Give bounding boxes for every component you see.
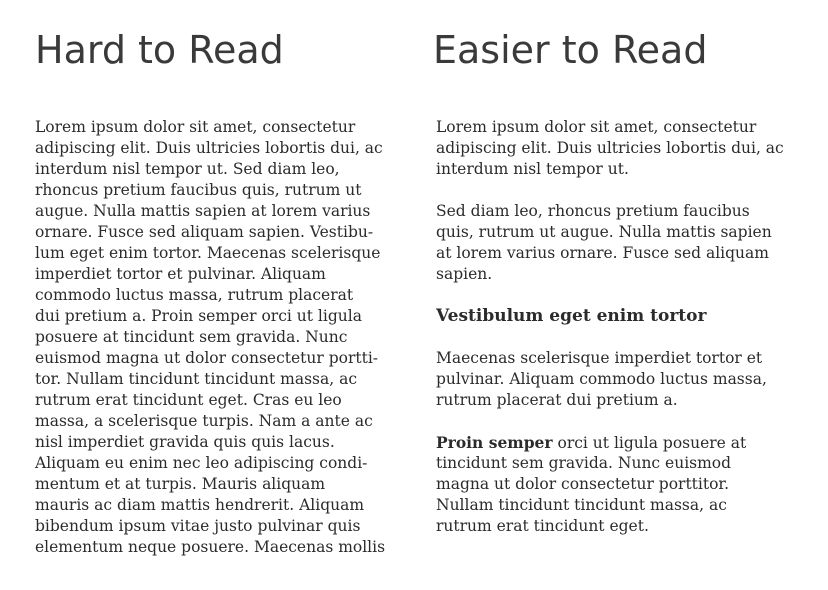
- text-line: nisl imperdiet gravida quis quis lacus.: [35, 433, 335, 451]
- text-line: lum eget enim tortor. Maecenas scelerisque: [35, 244, 381, 262]
- paragraph-3: [436, 348, 784, 411]
- text-line: ornare. Fusce sed aliquam sapien. Vestibu-: [35, 223, 374, 241]
- lead-line-rest: orci ut ligula posuere at: [552, 434, 747, 452]
- text-line: rhoncus pretium faucibus quis, rutrum ut: [35, 181, 362, 199]
- text-line: imperdiet tortor et pulvinar. Aliquam: [35, 265, 326, 283]
- text-line: sapien.: [436, 265, 493, 283]
- paragraph-2: [436, 201, 784, 285]
- text-line: Lorem ipsum dolor sit amet, consectetur: [35, 118, 356, 136]
- bold-lead-in: Proin semper: [436, 433, 553, 452]
- paragraph-4: [436, 432, 784, 537]
- text-line: Lorem ipsum dolor sit amet, consectetur: [436, 118, 757, 136]
- text-line: elementum neque posuere. Maecenas mollis: [35, 538, 386, 556]
- text-line: pulvinar. Aliquam commodo luctus massa,: [436, 370, 767, 388]
- text-line: at lorem varius ornare. Fusce sed aliquam: [436, 244, 769, 262]
- text-line: posuere at tincidunt sem gravida. Nunc: [35, 328, 348, 346]
- section-subheading: Vestibulum eget enim tortor: [436, 306, 707, 326]
- hard-to-read-heading: Hard to Read: [35, 28, 284, 72]
- text-line: magna ut dolor consectetur porttitor.: [436, 475, 730, 493]
- easier-to-read-heading: Easier to Read: [433, 28, 708, 72]
- structured-text-block: [436, 117, 784, 558]
- text-line: Sed diam leo, rhoncus pretium faucibus: [436, 202, 750, 220]
- text-line: dui pretium a. Proin semper orci ut ligula: [35, 307, 362, 325]
- text-line: interdum nisl tempor ut. Sed diam leo,: [35, 160, 340, 178]
- text-line: massa, a scelerisque turpis. Nam a ante ac: [35, 412, 373, 430]
- dense-text-block: [35, 117, 385, 558]
- text-line: rutrum erat tincidunt eget. Cras eu leo: [35, 391, 342, 409]
- text-line: rutrum placerat dui pretium a.: [436, 391, 678, 409]
- text-line: mauris ac diam mattis hendrerit. Aliquam: [35, 496, 365, 514]
- text-line: augue. Nulla mattis sapien at lorem varius: [35, 202, 371, 220]
- text-line: tor. Nullam tincidunt tincidunt massa, ac: [35, 370, 358, 388]
- text-line: quis, rutrum ut augue. Nulla mattis sapien: [436, 223, 772, 241]
- text-line: euismod magna ut dolor consectetur portti-: [35, 349, 379, 367]
- text-line: interdum nisl tempor ut.: [436, 160, 629, 178]
- text-line: bibendum ipsum vitae justo pulvinar quis: [35, 517, 361, 535]
- text-line: Nullam tincidunt tincidunt massa, ac: [436, 496, 727, 514]
- text-line: adipiscing elit. Duis ultricies lobortis dui, ac: [35, 139, 383, 157]
- text-line: [436, 432, 784, 453]
- text-line: commodo luctus massa, rutrum placerat: [35, 286, 354, 304]
- text-line: Aliquam eu enim nec leo adipiscing condi-: [35, 454, 368, 472]
- text-line: tincidunt sem gravida. Nunc euismod: [436, 454, 732, 472]
- text-line: rutrum erat tincidunt eget.: [436, 517, 649, 535]
- text-line: mentum et at turpis. Mauris aliquam: [35, 475, 326, 493]
- text-line: Maecenas scelerisque imperdiet tortor et: [436, 349, 763, 367]
- paragraph-1: [436, 117, 784, 180]
- text-line: adipiscing elit. Duis ultricies lobortis dui, ac: [436, 139, 784, 157]
